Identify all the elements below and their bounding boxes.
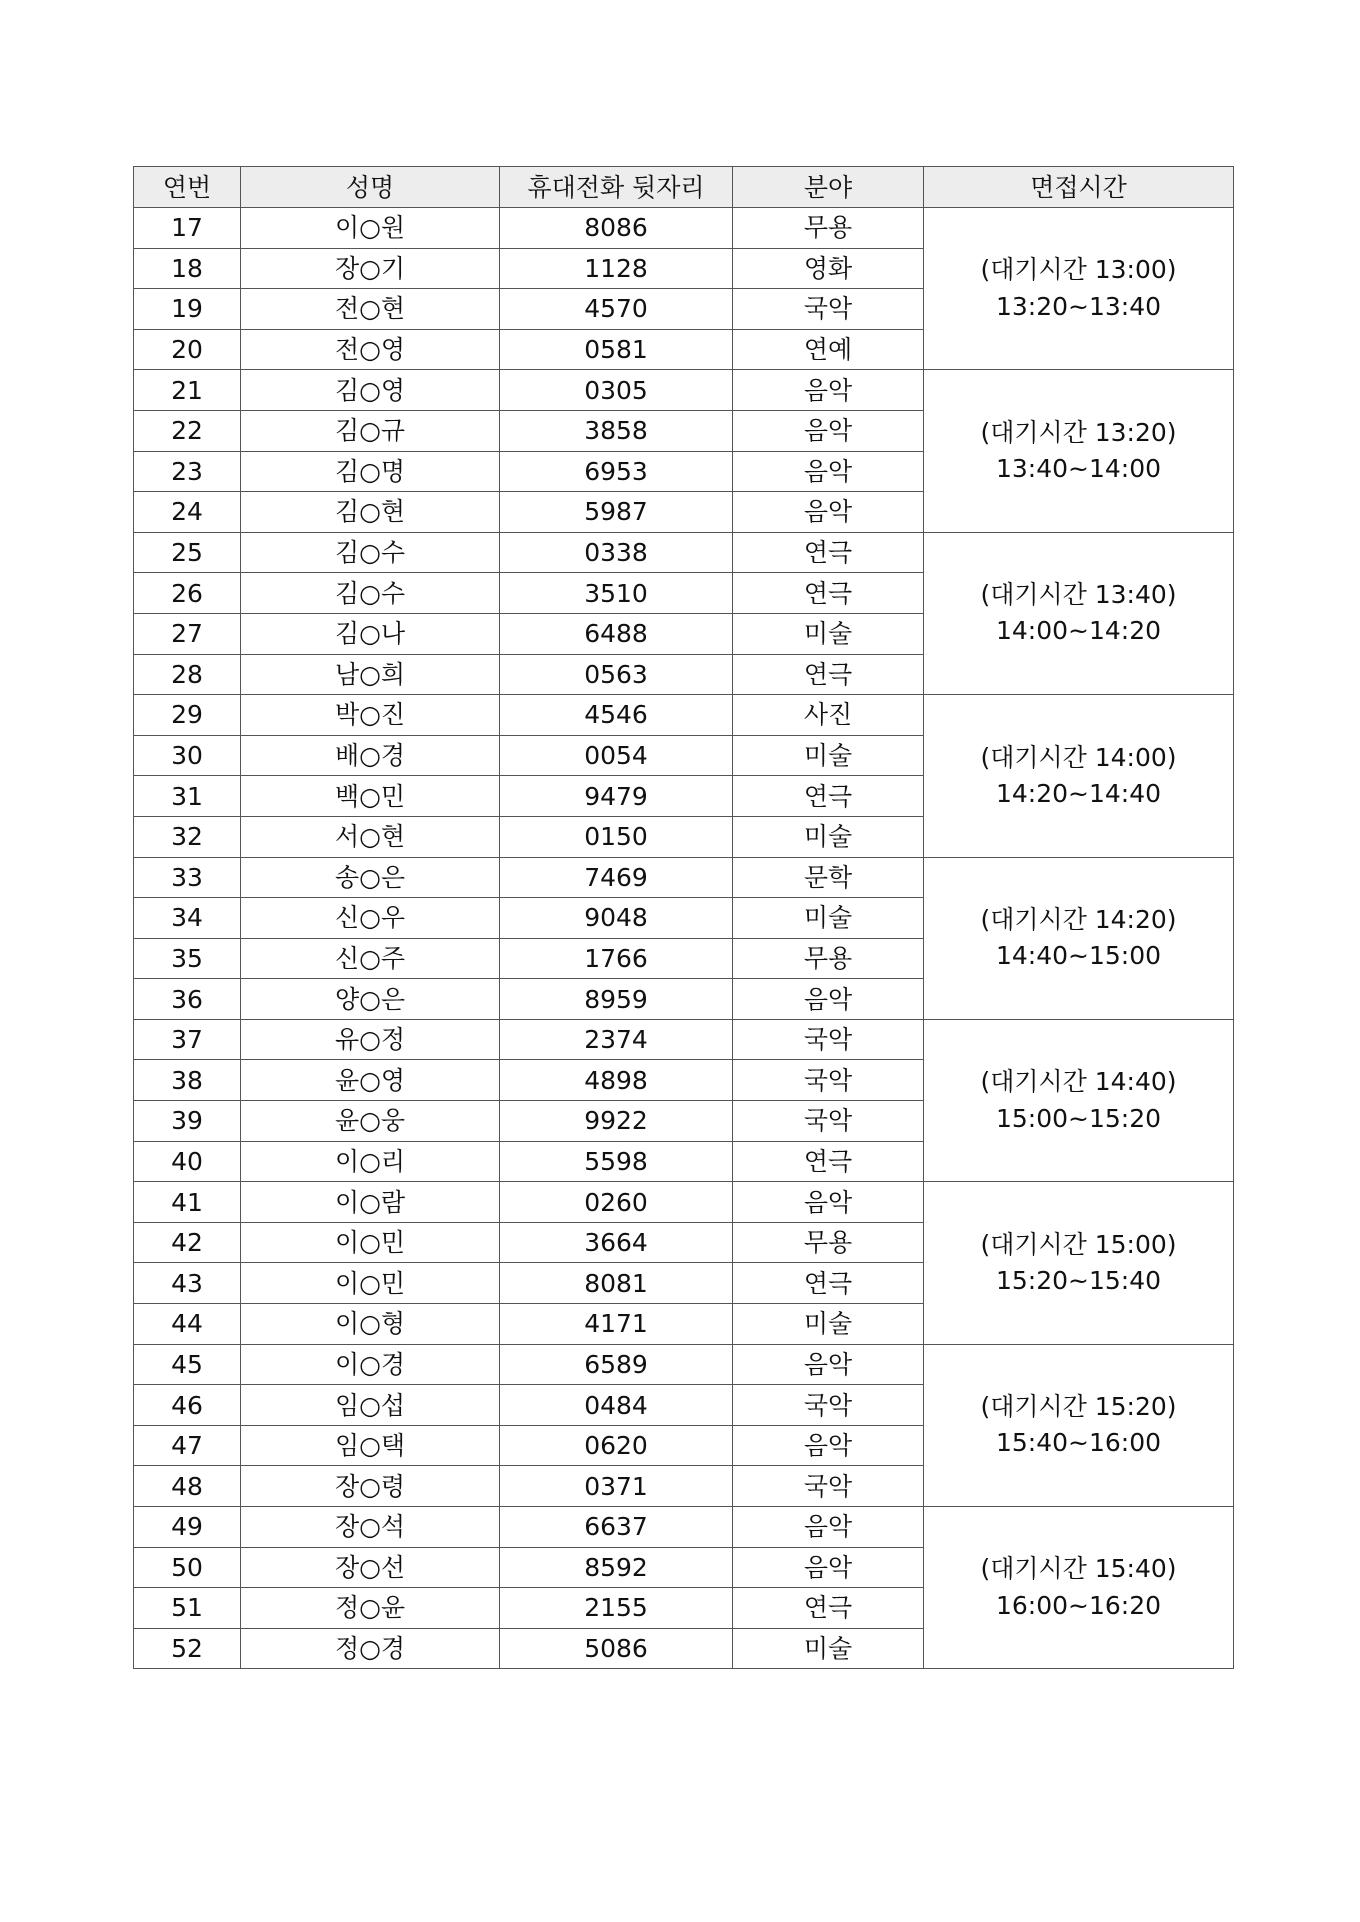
cell-name: 장○선 (241, 1547, 500, 1588)
table-row (134, 1182, 1234, 1223)
cell-name: 장○령 (241, 1466, 500, 1507)
wait-time: (대기시간 14:20) (980, 904, 1177, 934)
cell-name: 신○우 (241, 898, 500, 939)
cell-field: 연극 (733, 573, 924, 614)
cell-phone: 6589 (500, 1344, 733, 1385)
cell-field: 미술 (733, 735, 924, 776)
cell-field: 음악 (733, 979, 924, 1020)
cell-name: 임○택 (241, 1425, 500, 1466)
cell-phone: 5598 (500, 1141, 733, 1182)
cell-num: 48 (134, 1466, 241, 1507)
cell-num: 44 (134, 1304, 241, 1345)
cell-field: 연극 (733, 776, 924, 817)
table-row (134, 695, 1234, 736)
wait-time: (대기시간 13:20) (980, 417, 1177, 447)
cell-num: 31 (134, 776, 241, 817)
interview-time-slot (924, 857, 1234, 1019)
cell-num: 32 (134, 816, 241, 857)
cell-name: 전○현 (241, 289, 500, 330)
wait-time: (대기시간 15:40) (980, 1554, 1177, 1584)
cell-field: 국악 (733, 289, 924, 330)
cell-phone: 0484 (500, 1385, 733, 1426)
cell-name: 장○석 (241, 1507, 500, 1548)
cell-num: 39 (134, 1101, 241, 1142)
wait-time: (대기시간 13:40) (980, 580, 1177, 610)
interview-time-slot (924, 1507, 1234, 1669)
cell-num: 25 (134, 532, 241, 573)
cell-name: 임○섭 (241, 1385, 500, 1426)
header-row (134, 167, 1234, 208)
cell-phone: 0563 (500, 654, 733, 695)
cell-num: 33 (134, 857, 241, 898)
cell-name: 배○경 (241, 735, 500, 776)
cell-phone: 0260 (500, 1182, 733, 1223)
cell-num: 43 (134, 1263, 241, 1304)
cell-field: 음악 (733, 1547, 924, 1588)
header-field: 분야 (733, 167, 924, 208)
cell-field: 미술 (733, 1304, 924, 1345)
cell-field: 미술 (733, 1628, 924, 1669)
interview-time: 14:00~14:20 (995, 616, 1162, 646)
cell-name: 남○희 (241, 654, 500, 695)
cell-name: 김○명 (241, 451, 500, 492)
cell-phone: 9479 (500, 776, 733, 817)
cell-field: 연극 (733, 1141, 924, 1182)
cell-num: 23 (134, 451, 241, 492)
cell-field: 국악 (733, 1019, 924, 1060)
cell-phone: 0305 (500, 370, 733, 411)
cell-num: 29 (134, 695, 241, 736)
cell-name: 이○형 (241, 1304, 500, 1345)
cell-name: 김○수 (241, 532, 500, 573)
cell-phone: 0581 (500, 329, 733, 370)
cell-num: 28 (134, 654, 241, 695)
cell-name: 신○주 (241, 938, 500, 979)
cell-field: 무용 (733, 1222, 924, 1263)
cell-name: 양○은 (241, 979, 500, 1020)
table-row (134, 857, 1234, 898)
table-body (134, 208, 1234, 1669)
interview-time-slot (924, 532, 1234, 694)
cell-field: 음악 (733, 1182, 924, 1223)
cell-phone: 5987 (500, 492, 733, 533)
cell-name: 김○수 (241, 573, 500, 614)
cell-num: 18 (134, 248, 241, 289)
cell-field: 국악 (733, 1060, 924, 1101)
cell-num: 49 (134, 1507, 241, 1548)
cell-field: 연예 (733, 329, 924, 370)
cell-num: 41 (134, 1182, 241, 1223)
cell-name: 이○람 (241, 1182, 500, 1223)
header-name: 성명 (241, 167, 500, 208)
interview-time: 14:40~15:00 (995, 941, 1162, 971)
cell-field: 음악 (733, 1425, 924, 1466)
table-header (134, 167, 1234, 208)
cell-field: 음악 (733, 451, 924, 492)
table-row (134, 1019, 1234, 1060)
cell-name: 이○경 (241, 1344, 500, 1385)
interview-time-slot (924, 370, 1234, 532)
table-row (134, 208, 1234, 249)
cell-name: 김○영 (241, 370, 500, 411)
cell-phone: 5086 (500, 1628, 733, 1669)
cell-field: 무용 (733, 208, 924, 249)
interview-time-slot (924, 1344, 1234, 1506)
cell-name: 송○은 (241, 857, 500, 898)
cell-phone: 1128 (500, 248, 733, 289)
interview-time-slot (924, 208, 1234, 370)
table-row (134, 1344, 1234, 1385)
table-row (134, 532, 1234, 573)
header-phone: 휴대전화 뒷자리 (500, 167, 733, 208)
wait-time: (대기시간 15:20) (980, 1392, 1177, 1422)
interview-time-slot (924, 1019, 1234, 1181)
cell-num: 35 (134, 938, 241, 979)
cell-name: 정○경 (241, 1628, 500, 1669)
cell-num: 22 (134, 410, 241, 451)
cell-field: 연극 (733, 654, 924, 695)
cell-num: 50 (134, 1547, 241, 1588)
wait-time: (대기시간 15:00) (980, 1229, 1177, 1259)
cell-name: 이○원 (241, 208, 500, 249)
table-row (134, 370, 1234, 411)
wait-time: (대기시간 14:40) (980, 1067, 1177, 1097)
cell-field: 미술 (733, 816, 924, 857)
cell-num: 51 (134, 1588, 241, 1629)
cell-phone: 7469 (500, 857, 733, 898)
cell-num: 20 (134, 329, 241, 370)
cell-phone: 4171 (500, 1304, 733, 1345)
cell-num: 42 (134, 1222, 241, 1263)
cell-field: 사진 (733, 695, 924, 736)
interview-time: 14:20~14:40 (995, 778, 1162, 808)
cell-num: 36 (134, 979, 241, 1020)
table-row (134, 1507, 1234, 1548)
cell-phone: 0371 (500, 1466, 733, 1507)
cell-phone: 1766 (500, 938, 733, 979)
cell-phone: 3858 (500, 410, 733, 451)
wait-time: (대기시간 14:00) (980, 742, 1177, 772)
cell-num: 52 (134, 1628, 241, 1669)
cell-num: 46 (134, 1385, 241, 1426)
cell-name: 김○규 (241, 410, 500, 451)
cell-name: 박○진 (241, 695, 500, 736)
cell-field: 미술 (733, 898, 924, 939)
cell-num: 38 (134, 1060, 241, 1101)
cell-field: 연극 (733, 1588, 924, 1629)
cell-phone: 3510 (500, 573, 733, 614)
cell-num: 27 (134, 613, 241, 654)
cell-phone: 0054 (500, 735, 733, 776)
cell-phone: 4546 (500, 695, 733, 736)
cell-name: 이○민 (241, 1263, 500, 1304)
cell-phone: 0338 (500, 532, 733, 573)
header-time: 면접시간 (924, 167, 1234, 208)
cell-field: 연극 (733, 1263, 924, 1304)
cell-field: 국악 (733, 1101, 924, 1142)
cell-phone: 9048 (500, 898, 733, 939)
cell-num: 37 (134, 1019, 241, 1060)
interview-time: 15:40~16:00 (995, 1428, 1162, 1458)
cell-name: 장○기 (241, 248, 500, 289)
cell-name: 김○현 (241, 492, 500, 533)
cell-num: 47 (134, 1425, 241, 1466)
cell-field: 음악 (733, 1344, 924, 1385)
cell-num: 24 (134, 492, 241, 533)
cell-name: 백○민 (241, 776, 500, 817)
cell-phone: 8086 (500, 208, 733, 249)
cell-num: 30 (134, 735, 241, 776)
wait-time: (대기시간 13:00) (980, 255, 1177, 285)
cell-field: 연극 (733, 532, 924, 573)
interview-time-slot (924, 1182, 1234, 1344)
cell-field: 문학 (733, 857, 924, 898)
cell-phone: 2374 (500, 1019, 733, 1060)
cell-phone: 6637 (500, 1507, 733, 1548)
interview-time-slot (924, 695, 1234, 857)
interview-time: 13:20~13:40 (995, 291, 1162, 321)
cell-name: 서○현 (241, 816, 500, 857)
cell-field: 국악 (733, 1385, 924, 1426)
cell-phone: 6953 (500, 451, 733, 492)
cell-num: 21 (134, 370, 241, 411)
cell-field: 음악 (733, 492, 924, 533)
interview-time: 16:00~16:20 (995, 1590, 1162, 1620)
cell-phone: 0620 (500, 1425, 733, 1466)
cell-num: 40 (134, 1141, 241, 1182)
cell-field: 미술 (733, 613, 924, 654)
cell-field: 영화 (733, 248, 924, 289)
cell-name: 윤○웅 (241, 1101, 500, 1142)
cell-phone: 8592 (500, 1547, 733, 1588)
cell-field: 음악 (733, 1507, 924, 1548)
cell-phone: 6488 (500, 613, 733, 654)
cell-phone: 0150 (500, 816, 733, 857)
cell-name: 김○나 (241, 613, 500, 654)
cell-name: 정○윤 (241, 1588, 500, 1629)
cell-phone: 2155 (500, 1588, 733, 1629)
cell-name: 유○정 (241, 1019, 500, 1060)
cell-name: 이○민 (241, 1222, 500, 1263)
cell-name: 전○영 (241, 329, 500, 370)
interview-schedule-table (133, 166, 1234, 1669)
interview-time: 15:20~15:40 (995, 1265, 1162, 1295)
cell-field: 국악 (733, 1466, 924, 1507)
cell-name: 이○리 (241, 1141, 500, 1182)
cell-phone: 8959 (500, 979, 733, 1020)
cell-phone: 4898 (500, 1060, 733, 1101)
cell-num: 17 (134, 208, 241, 249)
cell-field: 무용 (733, 938, 924, 979)
cell-phone: 3664 (500, 1222, 733, 1263)
cell-phone: 9922 (500, 1101, 733, 1142)
cell-name: 윤○영 (241, 1060, 500, 1101)
cell-num: 34 (134, 898, 241, 939)
cell-num: 45 (134, 1344, 241, 1385)
interview-time: 15:00~15:20 (995, 1103, 1162, 1133)
cell-num: 19 (134, 289, 241, 330)
cell-field: 음악 (733, 370, 924, 411)
cell-num: 26 (134, 573, 241, 614)
cell-field: 음악 (733, 410, 924, 451)
interview-time: 13:40~14:00 (995, 454, 1162, 484)
cell-phone: 4570 (500, 289, 733, 330)
header-num: 연번 (134, 167, 241, 208)
cell-phone: 8081 (500, 1263, 733, 1304)
